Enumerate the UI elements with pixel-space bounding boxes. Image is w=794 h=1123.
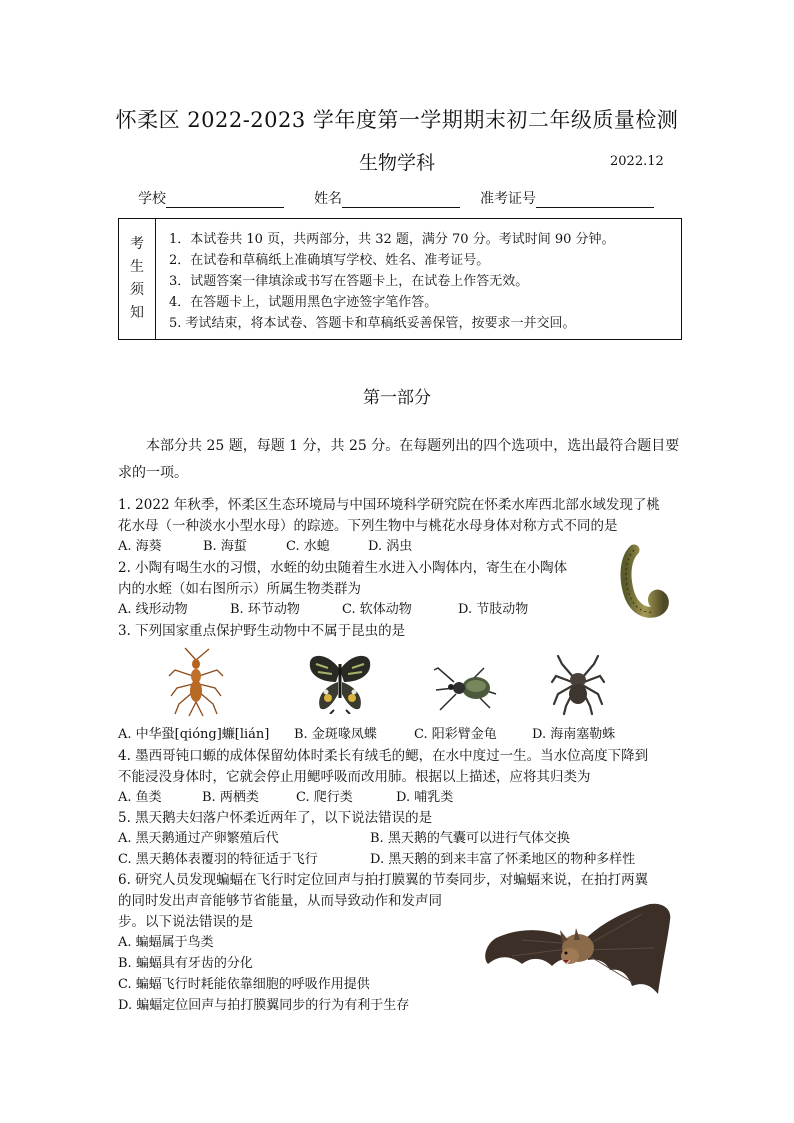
exam-notice-box <box>118 218 682 340</box>
q3-option-c: C. 阳彩臂金龟 <box>414 727 497 742</box>
q5-option-c: C. 黑天鹅体表覆羽的特征适于飞行 <box>118 852 318 867</box>
q1-line2: 花水母（一种淡水小型水母）的踪迹。下列生物中与桃花水母身体对称方式不同的是 <box>118 518 618 534</box>
spider-image <box>550 652 606 716</box>
q2-option-a: A. 线形动物 <box>118 602 188 617</box>
q5-line1: 5. 黑天鹅夫妇落户怀柔近两年了，以下说法错误的是 <box>118 810 433 826</box>
q4-options <box>118 788 518 808</box>
q3-options <box>118 725 678 745</box>
name-label: 姓名 <box>314 191 342 207</box>
subject-title: 生物学科 <box>358 152 435 174</box>
q2-option-c: C. 软体动物 <box>342 602 412 617</box>
notice-label <box>119 219 156 339</box>
notice-label-char: 生 <box>130 259 144 275</box>
q2-option-d: D. 节肢动物 <box>458 602 529 617</box>
part-title: 第一部分 <box>363 388 431 408</box>
q2-line1: 2. 小陶有喝生水的习惯，水蛭的幼虫随着生水进入小陶体内，寄生在小陶体 <box>118 560 568 576</box>
q1-option-b: B. 海蜇 <box>203 539 247 554</box>
notice-item: 2．在试卷和草稿纸上准确填写学校、姓名、准考证号。 <box>169 253 490 268</box>
butterfly-image <box>306 652 374 714</box>
school-field <box>138 188 284 208</box>
exam-id-label: 准考证号 <box>480 191 536 207</box>
exam-date: 2022.12 <box>610 154 664 169</box>
q1-option-c: C. 水螅 <box>286 539 330 554</box>
q1-line1: 1. 2022 年秋季，怀柔区生态环境局与中国环境科学研究院在怀柔水库西北部水域发现了桃 <box>118 497 660 513</box>
q1-options <box>118 537 518 557</box>
notice-items <box>169 229 615 334</box>
cricket-image <box>165 646 227 718</box>
q6-option-a: A. 蝙蝠属于鸟类 <box>118 935 214 950</box>
q4-option-a: A. 鱼类 <box>118 790 162 805</box>
q5-option-b: B. 黑天鹅的气囊可以进行气体交换 <box>370 831 570 846</box>
q2-options <box>118 600 578 620</box>
q6-line3: 步。以下说法错误的是 <box>118 914 253 930</box>
name-field <box>314 188 460 208</box>
q3-option-b: B. 金斑喙凤蝶 <box>294 727 377 742</box>
q1-option-a: A. 海葵 <box>118 539 162 554</box>
q3-line1: 3. 下列国家重点保护野生动物中不属于昆虫的是 <box>118 623 406 639</box>
q5-option-a: A. 黑天鹅通过产卵繁殖后代 <box>118 831 279 846</box>
q3-option-a: A. 中华蛩[qióng]蠊[lián] <box>118 727 270 742</box>
school-label: 学校 <box>138 191 166 207</box>
q6-option-d: D. 蝙蝠定位回声与拍打膜翼同步的行为有利于生存 <box>118 998 410 1013</box>
q6-option-c: C. 蝙蝠飞行时耗能依靠细胞的呼吸作用提供 <box>118 977 370 992</box>
q5-option-d: D. 黑天鹅的到来丰富了怀柔地区的物种多样性 <box>370 852 636 867</box>
beetle-image <box>432 660 504 716</box>
leech-image <box>612 544 672 620</box>
exam-title: 怀柔区 2022-2023 学年度第一学期期末初二年级质量检测 <box>115 108 679 132</box>
q6-line2: 的同时发出声音能够节省能量，从而导致动作和发声同 <box>118 893 442 909</box>
notice-item: 3．试题答案一律填涂或书写在答题卡上，在试卷上作答无效。 <box>169 274 529 289</box>
notice-item: 5. 考试结束，将本试卷、答题卡和草稿纸妥善保管，按要求一并交回。 <box>169 316 576 331</box>
notice-label-char: 知 <box>130 305 144 321</box>
exam-id-blank <box>536 193 654 208</box>
q4-option-c: C. 爬行类 <box>296 790 353 805</box>
q3-option-d: D. 海南塞勒蛛 <box>532 727 616 742</box>
part-intro: 本部分共 25 题，每题 1 分，共 25 分。在每题列出的四个选项中，选出最符合题目要求的一项。 <box>118 438 680 481</box>
notice-item: 1．本试卷共 10 页，共两部分，共 32 题，满分 70 分。考试时间 90 分钟。 <box>169 232 615 247</box>
q6-line1: 6. 研究人员发现蝙蝠在飞行时定位回声与拍打膜翼的节奏同步，对蝙蝠来说，在拍打两翼 <box>118 872 649 888</box>
q4-option-b: B. 两栖类 <box>202 790 259 805</box>
q4-line1: 4. 墨西哥钝口螈的成体保留幼体时柔长有绒毛的鳃，在水中度过一生。当水位高度下降到 <box>118 748 649 764</box>
notice-item: 4．在答题卡上，试题用黑色字迹签字笔作答。 <box>169 295 438 310</box>
q2-line2: 内的水蛭（如右图所示）所属生物类群为 <box>118 581 361 597</box>
q6-option-b: B. 蝙蝠具有牙齿的分化 <box>118 956 253 971</box>
notice-label-char: 须 <box>130 282 144 298</box>
notice-label-char: 考 <box>130 236 144 252</box>
q4-option-d: D. 哺乳类 <box>396 790 454 805</box>
bat-image <box>482 898 676 1002</box>
exam-id-field <box>480 188 654 208</box>
school-blank <box>166 193 284 208</box>
name-blank <box>342 193 460 208</box>
q2-option-b: B. 环节动物 <box>230 602 300 617</box>
q4-line2: 不能浸没身体时，它就会停止用鳃呼吸而改用肺。根据以上描述，应将其归类为 <box>118 769 591 785</box>
q1-option-d: D. 涡虫 <box>368 539 413 554</box>
